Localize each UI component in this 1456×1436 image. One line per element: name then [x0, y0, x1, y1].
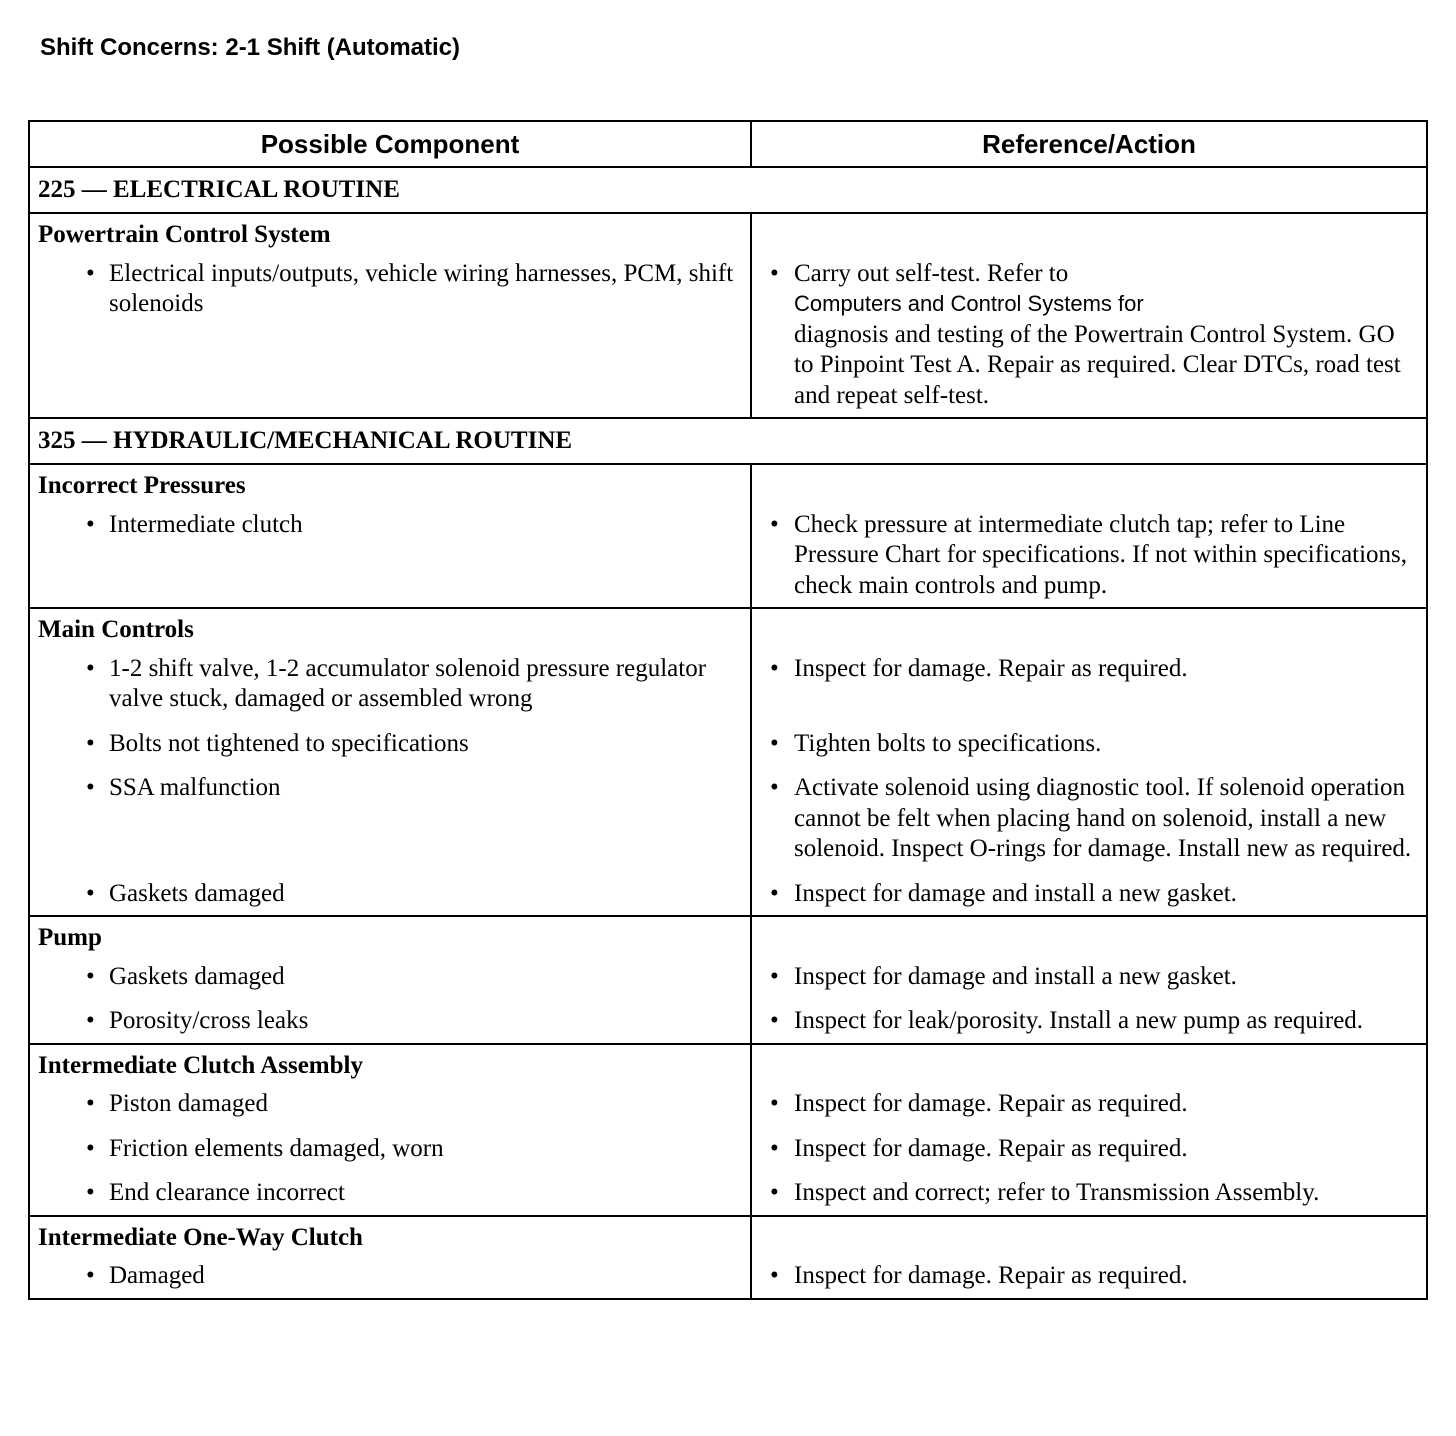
- component-item: • SSA malfunction: [30, 773, 750, 804]
- action-item: • Inspect for leak/porosity. Install a new pump as required.: [752, 1006, 1426, 1037]
- action-item: • Activate solenoid using diagnostic tool. If solenoid operation cannot be felt when placing hand on solenoid, install a new solenoid. Inspect O-rings for damage. Install new as required.: [752, 773, 1426, 865]
- component-item: • Damaged: [30, 1261, 750, 1292]
- reference-action-header: Reference/Action: [751, 121, 1427, 167]
- component-item: • Friction elements damaged, worn: [30, 1134, 750, 1165]
- action-item: • Inspect for damage. Repair as required.: [752, 1134, 1426, 1165]
- group-heading-row: [29, 608, 1427, 646]
- powertrain-control-system-heading: Powertrain Control System: [29, 213, 751, 251]
- possible-component-header: Possible Component: [29, 121, 751, 167]
- component-item: • End clearance incorrect: [30, 1178, 750, 1209]
- reference-link[interactable]: Computers and Control Systems for: [794, 291, 1144, 316]
- hydraulic-mechanical-routine-heading: 325 — HYDRAULIC/MECHANICAL ROUTINE: [29, 418, 1427, 464]
- hydraulic-mechanical-routine-row: [29, 418, 1427, 464]
- table-header-row: [29, 121, 1427, 167]
- intermediate-clutch-assembly-heading: Intermediate Clutch Assembly: [29, 1044, 751, 1082]
- component-item: • 1-2 shift valve, 1-2 accumulator solenoid pressure regulator valve stuck, damaged or assembled wrong: [30, 654, 750, 715]
- action-item: • Check pressure at intermediate clutch tap; refer to Line Pressure Chart for specifications. If not within specifications, check main controls and pump.: [752, 510, 1426, 602]
- component-item: • Intermediate clutch: [30, 510, 750, 541]
- component-item: • Piston damaged: [30, 1089, 750, 1120]
- component-item: • Bolts not tightened to specifications: [30, 729, 750, 760]
- group-heading-row: [29, 1044, 1427, 1082]
- incorrect-pressures-heading: Incorrect Pressures: [29, 464, 751, 502]
- table-row: [29, 646, 1427, 721]
- action-item: • Inspect for damage. Repair as required.: [752, 1261, 1426, 1292]
- main-controls-heading: Main Controls: [29, 608, 751, 646]
- table-row: [29, 1081, 1427, 1126]
- component-item: • Gaskets damaged: [30, 879, 750, 910]
- diagnosis-table: [28, 120, 1428, 1300]
- page-title: Shift Concerns: 2-1 Shift (Automatic): [40, 34, 461, 61]
- action-item: • Inspect for damage. Repair as required.: [752, 654, 1426, 685]
- table-row: [29, 1170, 1427, 1216]
- table-row: [29, 721, 1427, 766]
- group-heading-row: [29, 213, 1427, 251]
- component-item: • Gaskets damaged: [30, 962, 750, 993]
- table-row: [29, 765, 1427, 871]
- electrical-routine-row: [29, 167, 1427, 213]
- pump-heading: Pump: [29, 916, 751, 954]
- group-heading-row: [29, 916, 1427, 954]
- table-row: [29, 1253, 1427, 1299]
- action-item: [752, 259, 1426, 412]
- component-item: • Electrical inputs/outputs, vehicle wiring harnesses, PCM, shift solenoids: [30, 259, 750, 320]
- table-row: [29, 251, 1427, 419]
- table-row: [29, 1126, 1427, 1171]
- table-row: [29, 998, 1427, 1044]
- component-item: • Porosity/cross leaks: [30, 1006, 750, 1037]
- action-text: Carry out self-test. Refer to: [794, 259, 1069, 287]
- table-row: [29, 871, 1427, 917]
- action-item: • Tighten bolts to specifications.: [752, 729, 1426, 760]
- group-heading-row: [29, 1216, 1427, 1254]
- table-row: [29, 502, 1427, 609]
- action-item: • Inspect and correct; refer to Transmission Assembly.: [752, 1178, 1426, 1209]
- action-text: diagnosis and testing of the Powertrain Control System. GO to Pinpoint Test A. Repair as required. Clear DTCs, road test and repeat self-test.: [794, 320, 1401, 409]
- action-item: • Inspect for damage and install a new gasket.: [752, 879, 1426, 910]
- table-row: [29, 954, 1427, 999]
- electrical-routine-heading: 225 — ELECTRICAL ROUTINE: [29, 167, 1427, 213]
- intermediate-one-way-clutch-heading: Intermediate One-Way Clutch: [29, 1216, 751, 1254]
- action-item: • Inspect for damage. Repair as required.: [752, 1089, 1426, 1120]
- group-heading-row: [29, 464, 1427, 502]
- action-item: • Inspect for damage and install a new gasket.: [752, 962, 1426, 993]
